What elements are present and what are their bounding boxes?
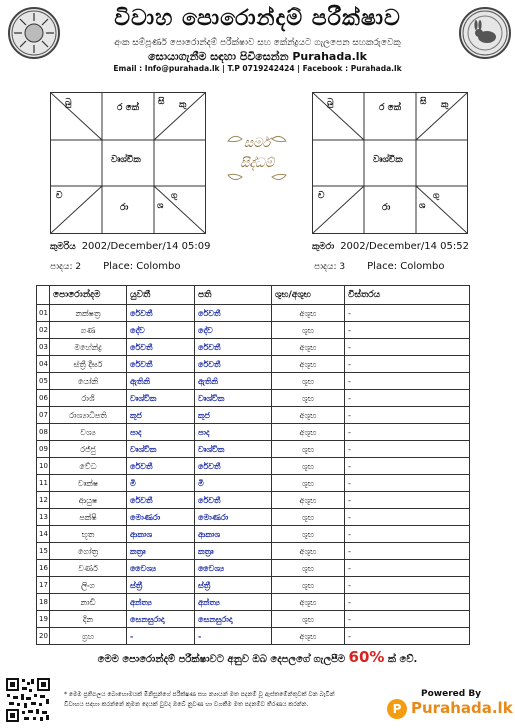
- vistharaya-value: -: [345, 441, 470, 458]
- porondam-name: ස්ත්‍රී දීර්ඝ: [50, 356, 127, 373]
- porondam-name: නක්ෂත්‍ර: [50, 305, 127, 322]
- summary-suffix: ක් වේ.: [387, 654, 418, 665]
- col-porondam: පොරොන්දම: [50, 286, 127, 305]
- shubha-status: අශුභ: [272, 594, 345, 611]
- yuwathi-value: රේවතී: [127, 305, 195, 322]
- row-number: 20: [37, 628, 50, 645]
- table-row: [37, 611, 470, 628]
- yuwathi-value: මොණරා: [127, 509, 195, 526]
- badge-line-2: සිද්ධම්: [239, 156, 275, 171]
- pathi-value: රේවතී: [195, 356, 272, 373]
- house-top-center: ර කේ: [379, 103, 402, 113]
- yuwathi-value: ස්ත්‍රී: [127, 577, 195, 594]
- groom-datetime: 2002/December/14 05:52: [340, 241, 469, 252]
- vistharaya-value: -: [345, 594, 470, 611]
- table-header-row: [37, 286, 470, 305]
- row-number: 01: [37, 305, 50, 322]
- row-number: 12: [37, 492, 50, 509]
- house-top-right-b: කු: [179, 100, 187, 110]
- col-pathi: පති: [195, 286, 272, 305]
- powered-by-label: Powered By: [421, 689, 482, 699]
- vistharaya-value: -: [345, 424, 470, 441]
- yuwathi-value: කුජ: [127, 407, 195, 424]
- row-number: 07: [37, 407, 50, 424]
- table-row: [37, 373, 470, 390]
- table-row: [37, 305, 470, 322]
- row-number: 18: [37, 594, 50, 611]
- groom-padaya-row: [314, 261, 444, 272]
- porondam-name: නාඩි: [50, 594, 127, 611]
- row-number: 08: [37, 424, 50, 441]
- horoscope-chart-groom: [312, 92, 468, 234]
- pathi-value: අන්ත්‍ය: [195, 594, 272, 611]
- shubha-status: ශුභ: [272, 441, 345, 458]
- vistharaya-value: -: [345, 560, 470, 577]
- pathi-value: රේවතී: [195, 492, 272, 509]
- row-number: 11: [37, 475, 50, 492]
- contact-line: Email : Info@purahada.lk | T.P 0719242424 | Facebook : Purahada.lk: [113, 64, 402, 73]
- house-bottom-right-a: ශ: [157, 201, 164, 211]
- pathi-value: -: [195, 628, 272, 645]
- shubha-status: ශුභ: [272, 611, 345, 628]
- col-shubha: ශුභ/අශුභ: [272, 286, 345, 305]
- shubha-status: අශුභ: [272, 407, 345, 424]
- groom-birth-info: [312, 241, 469, 252]
- porondam-name: ගණ: [50, 322, 127, 339]
- porondam-name: පක්ෂි: [50, 509, 127, 526]
- table-row: [37, 509, 470, 526]
- brand-name: Purahada.lk: [411, 699, 513, 717]
- yuwathi-value: දේව: [127, 322, 195, 339]
- shubha-status: අශුභ: [272, 305, 345, 322]
- bride-datetime: 2002/December/14 05:09: [81, 241, 211, 252]
- shubha-status: ශුභ: [272, 526, 345, 543]
- yuwathi-value: -: [127, 628, 195, 645]
- moon-rabbit-seal-icon: [459, 7, 511, 59]
- groom-label: කුමරා: [312, 242, 335, 252]
- vistharaya-value: -: [345, 492, 470, 509]
- pathi-value: දේව: [195, 322, 272, 339]
- vistharaya-value: -: [345, 611, 470, 628]
- vistharaya-value: -: [345, 628, 470, 645]
- vistharaya-value: -: [345, 475, 470, 492]
- porondam-name: මහේන්ද්‍ර: [50, 339, 127, 356]
- yuwathi-value: රේවතී: [127, 458, 195, 475]
- yuwathi-value: රේවතී: [127, 356, 195, 373]
- row-number: 14: [37, 526, 50, 543]
- vistharaya-value: -: [345, 322, 470, 339]
- qr-code-icon: [5, 677, 51, 723]
- porondam-name: වේධ: [50, 458, 127, 475]
- pathi-value: මී: [195, 475, 272, 492]
- table-row: [37, 322, 470, 339]
- shubha-status: අශුභ: [272, 339, 345, 356]
- table-row: [37, 560, 470, 577]
- bride-padaya: පාදය: 2: [50, 262, 82, 272]
- shubha-status: අශුභ: [272, 492, 345, 509]
- pathi-value: ස්ත්‍රී: [195, 577, 272, 594]
- pathi-value: රේවතී: [195, 458, 272, 475]
- vistharaya-value: -: [345, 543, 470, 560]
- house-bottom-center: රා: [382, 203, 391, 213]
- pathi-value: කත්‍රෘ: [195, 543, 272, 560]
- disclaimer-line-2: විවාහය සඳහා කරන්නේ කුමන දෙයක් වුවද ඔබේ නුවණ හා වගකීම මත පදනම්ව තීරණය කරන්න.: [64, 701, 309, 708]
- vistharaya-value: -: [345, 305, 470, 322]
- groom-place: Place: Colombo: [367, 261, 445, 272]
- house-top-right-a: සි: [158, 97, 165, 107]
- subtitle-line-2: සොයාගැනීම සඳහා පිවිසෙන්න Purahada.lk: [148, 50, 367, 63]
- table-row: [37, 526, 470, 543]
- yuwathi-value: වෛශ්‍ය: [127, 560, 195, 577]
- porondam-name: ලිංග: [50, 577, 127, 594]
- badge-line-1: සර්ම: [243, 136, 271, 151]
- porondam-name: භූත: [50, 526, 127, 543]
- table-row: [37, 339, 470, 356]
- shubha-status: අශුභ: [272, 628, 345, 645]
- row-number: 17: [37, 577, 50, 594]
- bride-birth-info: [50, 241, 210, 252]
- house-bottom-right-b: ගු: [171, 191, 178, 201]
- vistharaya-value: -: [345, 526, 470, 543]
- shubha-status: ශුභ: [272, 373, 345, 390]
- yuwathi-value: ඇතිනි: [127, 373, 195, 390]
- col-yuwathi: යුවතී: [127, 286, 195, 305]
- house-bottom-left: ච: [318, 191, 325, 201]
- porondam-name: රාශ්‍යාධිපති: [50, 407, 127, 424]
- sarma-siddham-badge: [222, 127, 292, 187]
- porondam-name: ග්‍රහ: [50, 628, 127, 645]
- house-bottom-right-b: ගු: [433, 191, 440, 201]
- vistharaya-value: -: [345, 407, 470, 424]
- subtitle-line-1: අංක සම්පූර්ණ පොරොන්දම් පරීක්ෂාව සහ කේන්ද්‍රයට ගැලපෙන සහකරුවෙකු: [114, 38, 401, 48]
- yuwathi-value: අන්ත්‍ය: [127, 594, 195, 611]
- shubha-status: ශුභ: [272, 475, 345, 492]
- col-vistharaya: විස්තරය: [345, 286, 470, 305]
- table-row: [37, 492, 470, 509]
- yuwathi-value: රේවතී: [127, 492, 195, 509]
- house-top-left: බු: [327, 98, 334, 108]
- yuwathi-value: ආකාශ: [127, 526, 195, 543]
- row-number: 03: [37, 339, 50, 356]
- table-row: [37, 577, 470, 594]
- yuwathi-value: රේවතී: [127, 339, 195, 356]
- table-row: [37, 407, 470, 424]
- pathi-value: ආකාශ: [195, 526, 272, 543]
- pathi-value: වෘශ්චික: [195, 390, 272, 407]
- vistharaya-value: -: [345, 373, 470, 390]
- house-top-right-b: කු: [441, 100, 449, 110]
- table-row: [37, 424, 470, 441]
- porondam-name: වෘක්ෂ: [50, 475, 127, 492]
- row-number: 15: [37, 543, 50, 560]
- row-number: 09: [37, 441, 50, 458]
- row-number: 05: [37, 373, 50, 390]
- table-row: [37, 441, 470, 458]
- shubha-status: ශුභ: [272, 577, 345, 594]
- yuwathi-value: වෘශ්චික: [127, 390, 195, 407]
- table-row: [37, 356, 470, 373]
- vistharaya-value: -: [345, 339, 470, 356]
- pathi-value: සෙනසුරාදා: [195, 611, 272, 628]
- table-row: [37, 475, 470, 492]
- shubha-status: ශුභ: [272, 560, 345, 577]
- pathi-value: කුජ: [195, 407, 272, 424]
- house-bottom-right-a: ශ: [419, 201, 426, 211]
- row-number: 16: [37, 560, 50, 577]
- disclaimer-note: [64, 690, 394, 710]
- summary-text: මෙම පොරොන්දම් පරීක්ෂාවට අනුව ඔබ දෙපලගේ ගැලපීම: [97, 654, 346, 665]
- match-summary: [0, 648, 515, 666]
- pathi-value: රේවතී: [195, 305, 272, 322]
- row-number: 06: [37, 390, 50, 407]
- match-percent: 60%: [348, 648, 385, 666]
- porondam-table: [36, 285, 470, 645]
- house-center: වෘශ්චික: [111, 155, 141, 165]
- purahada-logo[interactable]: [387, 699, 513, 721]
- house-center: වෘශ්චික: [373, 155, 403, 165]
- pathi-value: රේවතී: [195, 339, 272, 356]
- porondam-name: රජ්ජු: [50, 441, 127, 458]
- house-bottom-left: ච: [56, 191, 63, 201]
- pathi-value: මොණරා: [195, 509, 272, 526]
- porondam-name: ආයුෂ: [50, 492, 127, 509]
- house-bottom-center: රා: [120, 203, 129, 213]
- shubha-status: අශුභ: [272, 356, 345, 373]
- shubha-status: ශුභ: [272, 390, 345, 407]
- row-number: 13: [37, 509, 50, 526]
- yuwathi-value: සෙනසුරාදා: [127, 611, 195, 628]
- porondam-name: රාශි: [50, 390, 127, 407]
- pathi-value: වෛශ්‍ය: [195, 560, 272, 577]
- table-row: [37, 458, 470, 475]
- shubha-status: ශුභ: [272, 509, 345, 526]
- pathi-value: ඇතිනි: [195, 373, 272, 390]
- pathi-value: වෘශ්චික: [195, 441, 272, 458]
- house-top-center: ර කේ: [117, 103, 140, 113]
- horoscope-chart-bride: [50, 92, 206, 234]
- bride-place: Place: Colombo: [103, 261, 181, 272]
- table-row: [37, 543, 470, 560]
- disclaimer-line-1: * මෙම ප්‍රතිඵලය බොහොමයක් මිනිසුන්ගේ පරීක්ෂණ සහ න්‍යායන් මත පදනම් වූ ඇස්තමේන්තුවක් වන බැවින්: [64, 691, 335, 698]
- table-row: [37, 628, 470, 645]
- house-top-right-a: සි: [420, 97, 427, 107]
- porondam-name: දින: [50, 611, 127, 628]
- porondam-name: වශ්‍ය: [50, 424, 127, 441]
- table-row: [37, 594, 470, 611]
- sun-seal-icon: [8, 7, 60, 59]
- porondam-name: වර්ණ: [50, 560, 127, 577]
- vistharaya-value: -: [345, 577, 470, 594]
- shubha-status: අශුභ: [272, 543, 345, 560]
- bride-padaya-row: [50, 261, 180, 272]
- vistharaya-value: -: [345, 509, 470, 526]
- row-number: 19: [37, 611, 50, 628]
- row-number: 02: [37, 322, 50, 339]
- yuwathi-value: වෘශ්චික: [127, 441, 195, 458]
- yuwathi-value: කත්‍රෘ: [127, 543, 195, 560]
- vistharaya-value: -: [345, 390, 470, 407]
- shubha-status: අශුභ: [272, 424, 345, 441]
- row-number: 04: [37, 356, 50, 373]
- bride-label: කුමරිය: [50, 242, 76, 252]
- shubha-status: ශුභ: [272, 458, 345, 475]
- vistharaya-value: -: [345, 458, 470, 475]
- yuwathi-value: පාද: [127, 424, 195, 441]
- purahada-p-icon: P: [387, 699, 407, 719]
- table-row: [37, 390, 470, 407]
- vistharaya-value: -: [345, 356, 470, 373]
- porondam-name: යෝනි: [50, 373, 127, 390]
- shubha-status: ශුභ: [272, 322, 345, 339]
- page-title: විවාහ පොරොන්දම් පරීක්ෂාව: [114, 6, 401, 31]
- pathi-value: පාද: [195, 424, 272, 441]
- row-number: 10: [37, 458, 50, 475]
- house-top-left: බු: [65, 98, 72, 108]
- groom-padaya: පාදය: 3: [314, 262, 346, 272]
- porondam-name: ගෝත්‍ර: [50, 543, 127, 560]
- yuwathi-value: මී: [127, 475, 195, 492]
